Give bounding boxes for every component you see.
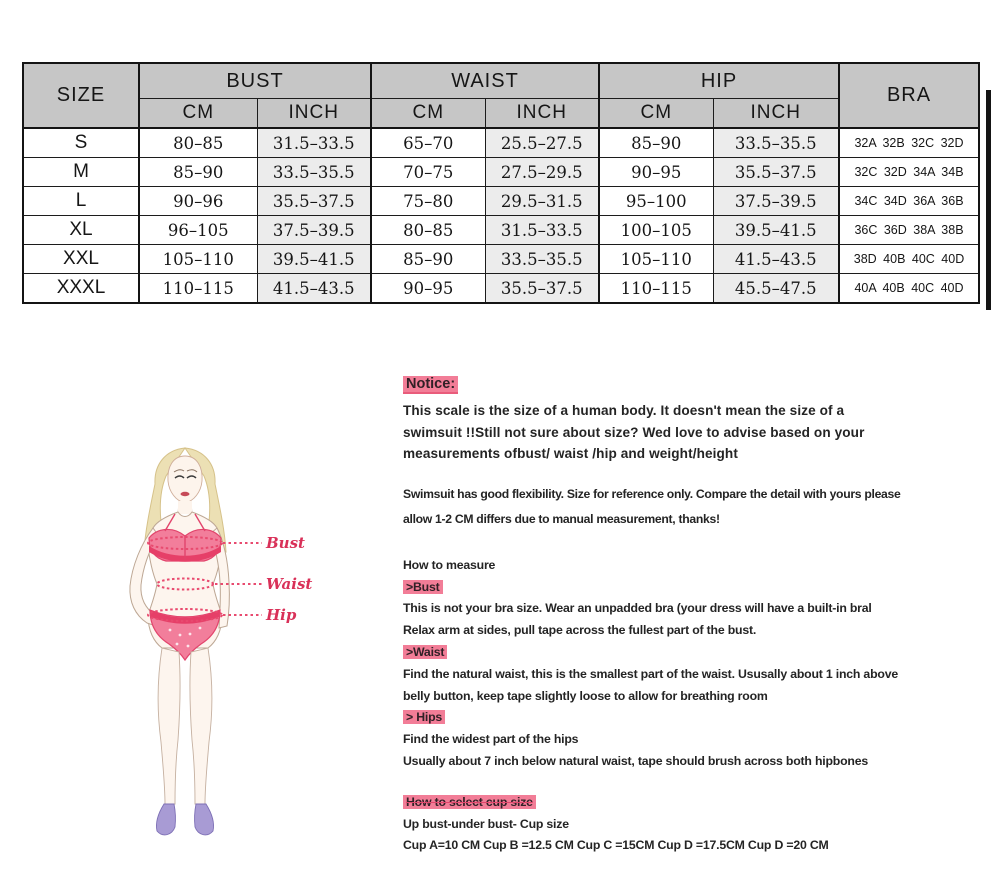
header-row-groups [23, 63, 979, 99]
bust-cm-cell: 90–96 [139, 187, 257, 216]
hip-inch-cell: 45.5–47.5 [713, 274, 839, 304]
how-to-measure-section [403, 555, 988, 773]
bust-inch-cell: 37.5–39.5 [257, 216, 371, 245]
bra-cell: 36C 36D 38A 38B [839, 216, 979, 245]
flexibility-line: allow 1-2 CM differs due to manual measurement, thanks! [403, 512, 720, 527]
hip-inch-cell: 41.5–43.5 [713, 245, 839, 274]
hip-cm-cell: 110–115 [599, 274, 713, 304]
notice-line: This scale is the size of a human body. It doesn't mean the size of a [403, 403, 845, 418]
col-header-waist-cm: CM [371, 99, 485, 129]
right-shoe [195, 804, 214, 835]
hips-instruction-line: Find the widest part of the hips [403, 732, 579, 747]
cup-size-heading: How to select cup size [403, 795, 536, 809]
measurement-figure-illustration [95, 438, 365, 873]
cup-size-line: Cup A=10 CM Cup B =12.5 CM Cup C =15CM Cup D =17.5CM Cup D =20 CM [403, 838, 829, 853]
right-leg [190, 648, 212, 804]
waist-inch-cell: 31.5–33.5 [485, 216, 599, 245]
notice-line: measurements ofbust/ waist /hip and weight/height [403, 446, 738, 462]
flexibility-line: Swimsuit has good flexibility. Size for reference only. Compare the detail with yours please [403, 486, 901, 501]
bust-cm-cell: 110–115 [139, 274, 257, 304]
bust-inch-cell: 33.5–35.5 [257, 158, 371, 187]
waist-cm-cell: 70–75 [371, 158, 485, 187]
col-header-bust-inch: INCH [257, 99, 371, 129]
waist-instruction-line: Find the natural waist, this is the smallest part of the waist. Ususally about 1 inch above [403, 666, 898, 681]
notice-heading: Notice: [403, 376, 458, 394]
bust-cm-cell: 105–110 [139, 245, 257, 274]
left-shoe [156, 804, 175, 835]
bra-cell: 32A 32B 32C 32D [839, 128, 979, 158]
col-header-waist: WAIST [371, 63, 599, 99]
size-cell: S [23, 128, 139, 158]
size-cell: XXXL [23, 274, 139, 304]
bra-cell: 38D 40B 40C 40D [839, 245, 979, 274]
hip-inch-cell: 37.5–39.5 [713, 187, 839, 216]
cup-heading-line [403, 792, 988, 814]
table-row-m [23, 158, 979, 187]
left-leg [158, 648, 180, 804]
col-header-bust: BUST [139, 63, 371, 99]
bust-instruction-line: Relax arm at sides, pull tape across the fullest part of the bust. [403, 623, 757, 638]
size-chart-table [22, 62, 980, 304]
hip-inch-cell: 35.5–37.5 [713, 158, 839, 187]
waist-inch-cell: 27.5–29.5 [485, 158, 599, 187]
lips [181, 492, 190, 496]
waist-cm-cell: 65–70 [371, 128, 485, 158]
figure-sketch-svg [95, 438, 365, 873]
bra-cell: 32C 32D 34A 34B [839, 158, 979, 187]
col-header-bust-cm: CM [139, 99, 257, 129]
col-header-hip: HIP [599, 63, 839, 99]
hip-inch-cell: 39.5–41.5 [713, 216, 839, 245]
bust-label: Bust [266, 534, 305, 552]
waist-cm-cell: 75–80 [371, 187, 485, 216]
bust-subheading-line [403, 577, 988, 599]
scan-edge-artifact [986, 90, 991, 310]
hip-inch-cell: 33.5–35.5 [713, 128, 839, 158]
neck [178, 501, 192, 514]
size-cell: XXL [23, 245, 139, 274]
waist-cm-cell: 80–85 [371, 216, 485, 245]
flexibility-note [403, 482, 988, 533]
size-cell: L [23, 187, 139, 216]
table-row-xxl [23, 245, 979, 274]
hip-cm-cell: 95–100 [599, 187, 713, 216]
bust-inch-cell: 39.5–41.5 [257, 245, 371, 274]
table-row-s [23, 128, 979, 158]
hips-instruction-line: Usually about 7 inch below natural waist, tape should brush across both hipbones [403, 753, 869, 768]
col-header-hip-inch: INCH [713, 99, 839, 129]
waist-cm-cell: 85–90 [371, 245, 485, 274]
hip-cm-cell: 100–105 [599, 216, 713, 245]
hips-subheading: > Hips [403, 710, 445, 724]
waist-instruction-line: belly button, keep tape slightly loose to allow for breathing room [403, 688, 768, 703]
bra-cell: 34C 34D 36A 36B [839, 187, 979, 216]
waist-inch-cell: 35.5–37.5 [485, 274, 599, 304]
cup-size-line: Up bust-under bust- Cup size [403, 816, 569, 831]
bust-cm-cell: 85–90 [139, 158, 257, 187]
bust-cm-cell: 96–105 [139, 216, 257, 245]
col-header-size: SIZE [23, 63, 139, 128]
notice-section [403, 374, 988, 394]
size-cell: XL [23, 216, 139, 245]
how-to-measure-heading: How to measure [403, 557, 496, 572]
col-header-hip-cm: CM [599, 99, 713, 129]
bust-subheading: >Bust [403, 580, 443, 594]
bust-inch-cell: 31.5–33.5 [257, 128, 371, 158]
notice-paragraph [403, 400, 988, 465]
notice-line: swimsuit !!Still not sure about size? Wed love to advise based on your [403, 424, 865, 440]
hips-subheading-line [403, 707, 988, 729]
hip-cm-cell: 85–90 [599, 128, 713, 158]
instructions-text-column [403, 374, 988, 857]
col-header-bra: BRA [839, 63, 979, 128]
header-row-units [23, 99, 979, 129]
size-cell: M [23, 158, 139, 187]
bra-cell: 40A 40B 40C 40D [839, 274, 979, 304]
waist-label: Waist [266, 575, 313, 593]
hip-cm-cell: 105–110 [599, 245, 713, 274]
cup-size-section [403, 792, 988, 857]
waist-subheading: >Waist [403, 645, 447, 659]
table-row-xl [23, 216, 979, 245]
waist-inch-cell: 29.5–31.5 [485, 187, 599, 216]
bust-inch-cell: 35.5–37.5 [257, 187, 371, 216]
waist-inch-cell: 25.5–27.5 [485, 128, 599, 158]
hip-cm-cell: 90–95 [599, 158, 713, 187]
table-row-xxxl [23, 274, 979, 304]
table-row-l [23, 187, 979, 216]
bust-inch-cell: 41.5–43.5 [257, 274, 371, 304]
bust-cm-cell: 80–85 [139, 128, 257, 158]
waist-inch-cell: 33.5–35.5 [485, 245, 599, 274]
waist-cm-cell: 90–95 [371, 274, 485, 304]
col-header-waist-inch: INCH [485, 99, 599, 129]
bust-instruction-line: This is not your bra size. Wear an unpadded bra (your dress will have a built-in bral [403, 601, 872, 616]
hip-label: Hip [266, 606, 297, 624]
waist-subheading-line [403, 642, 988, 664]
